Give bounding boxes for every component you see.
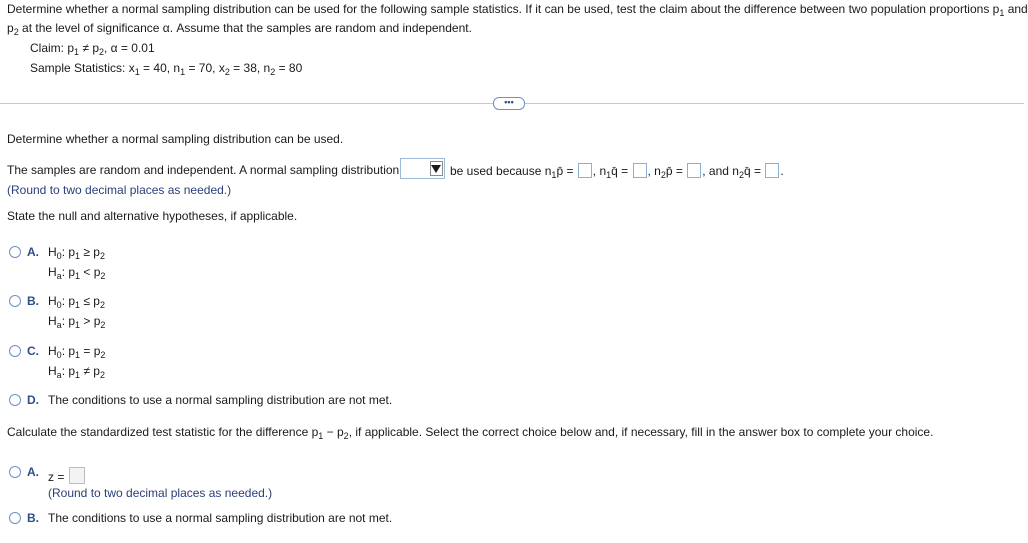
dropdown-arrow-icon: [430, 161, 443, 176]
part1-sentence-after: be used because $n_1p̄$ = , $n_1q̄$ = , $n_2p̄$ = , and $n_2q̄$ = .: [450, 164, 784, 180]
sample-statistics-line: Sample Statistics: $x_1 = 40$, $n_1 = 70$, $x_2 = 38$, $n_2 = 80$: [30, 61, 303, 77]
part1-sentence-start: The samples are random and independent. A normal sampling distribution: [7, 163, 400, 177]
option-c-null: $H_0$: $p_1 = p_2$: [48, 344, 106, 360]
z-option-a-letter: A.: [27, 465, 39, 479]
n2-pbar-input[interactable]: [687, 163, 701, 178]
option-b-letter: B.: [27, 294, 39, 308]
option-c-alternative: $H_a$: $p_1 \ne p_2$: [48, 364, 105, 380]
part3-heading: Calculate the standardized test statistic for the difference $p_1 - p_2$, if applicable. Select the correct choice below and, if necessary, fill in the answer box to complete your choice.: [7, 425, 934, 441]
z-option-b-radio[interactable]: [9, 512, 21, 524]
option-c-letter: C.: [27, 344, 39, 358]
question-line-2: $p_2$ at the level of significance α. Assume that the samples are random and independent.: [7, 21, 472, 37]
option-b-radio[interactable]: [9, 295, 21, 307]
z-input[interactable]: [69, 467, 85, 484]
z-option-b-text: The conditions to use a normal sampling distribution are not met.: [48, 511, 393, 525]
n2-qbar-input[interactable]: [765, 163, 779, 178]
option-b-null: $H_0$: $p_1 \le p_2$: [48, 294, 105, 310]
option-d-text: The conditions to use a normal sampling distribution are not met.: [48, 393, 393, 407]
round-note-2: (Round to two decimal places as needed.): [48, 486, 273, 500]
option-a-letter: A.: [27, 245, 39, 259]
option-b-alternative: $H_a$: $p_1 > p_2$: [48, 314, 106, 330]
option-a-alternative: $H_a$: $p_1 < p_2$: [48, 265, 106, 281]
question-line-1: Determine whether a normal sampling distribution can be used for the following sample statistics. If it can be used, test the claim about the difference between two population proportions $p_1$ and: [7, 2, 1028, 18]
hypotheses-heading: State the null and alternative hypotheses, if applicable.: [7, 209, 298, 223]
n1-qbar-input[interactable]: [633, 163, 647, 178]
z-option-a-radio[interactable]: [9, 466, 21, 478]
option-a-null: $H_0$: $p_1 \ge p_2$: [48, 245, 105, 261]
option-c-radio[interactable]: [9, 345, 21, 357]
z-label: z =: [48, 467, 86, 484]
option-d-letter: D.: [27, 393, 39, 407]
can-cannot-dropdown[interactable]: [400, 158, 445, 179]
round-note-1: (Round to two decimal places as needed.): [7, 183, 232, 197]
part1-heading: Determine whether a normal sampling distribution can be used.: [7, 132, 344, 146]
option-a-radio[interactable]: [9, 246, 21, 258]
n1-pbar-input[interactable]: [578, 163, 592, 178]
expand-more-button[interactable]: •••: [493, 97, 525, 110]
claim-line: Claim: $p_1 \ne p_2$, α = 0.01: [30, 41, 155, 57]
z-option-b-letter: B.: [27, 511, 39, 525]
option-d-radio[interactable]: [9, 394, 21, 406]
